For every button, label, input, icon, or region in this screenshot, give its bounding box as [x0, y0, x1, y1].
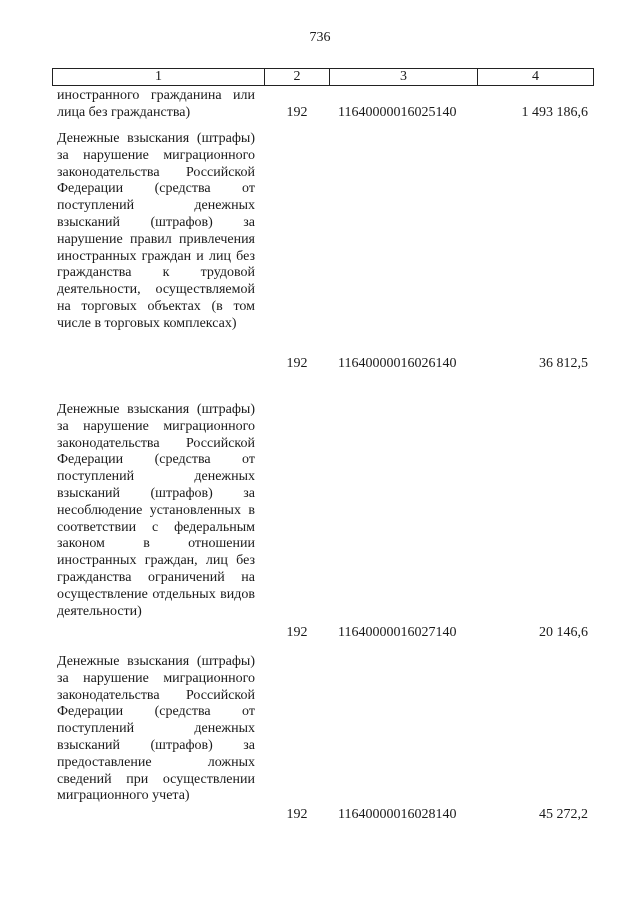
row-admin-code: 192 [286, 356, 308, 371]
row-kbk-code: 11640000016026140 [338, 356, 457, 371]
page-number: 736 [309, 30, 331, 45]
row-amount: 36 812,5 [539, 356, 588, 371]
row-amount: 45 272,2 [539, 807, 588, 822]
header-col-1: 1 [155, 69, 162, 84]
row-kbk-code: 11640000016028140 [338, 807, 457, 822]
row-admin-code: 192 [286, 625, 308, 640]
row-description: иностранного гражданина или лица без гражданства) [57, 88, 255, 120]
row-admin-code: 192 [286, 105, 308, 120]
row-kbk-code: 11640000016027140 [338, 625, 457, 640]
row-description: Денежные взыскания (штрафы) за нарушение миграционного законодательства Российской Федерации (средства от поступлений денежных взысканий (штрафов) за предоставление ложных сведений при осуществлении миграционного учета) [57, 654, 255, 804]
header-col-4: 4 [477, 69, 593, 85]
row-description: Денежные взыскания (штрафы) за нарушение миграционного законодательства Российской Федерации (средства от поступлений денежных взысканий (штрафов) за нарушение правил привлечения иностранных граждан и лиц без гражданства к трудовой деятельности, осуществляемой на торговых объектах (в том числе в торговых комплексах) [57, 131, 255, 331]
header-col-3: 3 [329, 69, 477, 85]
row-description: Денежные взыскания (штрафы) за нарушение миграционного законодательства Российской Федерации (средства от поступлений денежных взысканий (штрафов) за несоблюдение установленных в соответствии с федеральным законом в отношении иностранных граждан, лиц без гражданства ограничений на осуществление отдельных видов деятельности) [57, 402, 255, 619]
row-amount: 20 146,6 [539, 625, 588, 640]
row-admin-code: 192 [286, 807, 308, 822]
table-header [52, 68, 594, 86]
row-kbk-code: 11640000016025140 [338, 105, 457, 120]
header-col-2: 2 [264, 69, 329, 85]
row-amount: 1 493 186,6 [521, 105, 588, 120]
